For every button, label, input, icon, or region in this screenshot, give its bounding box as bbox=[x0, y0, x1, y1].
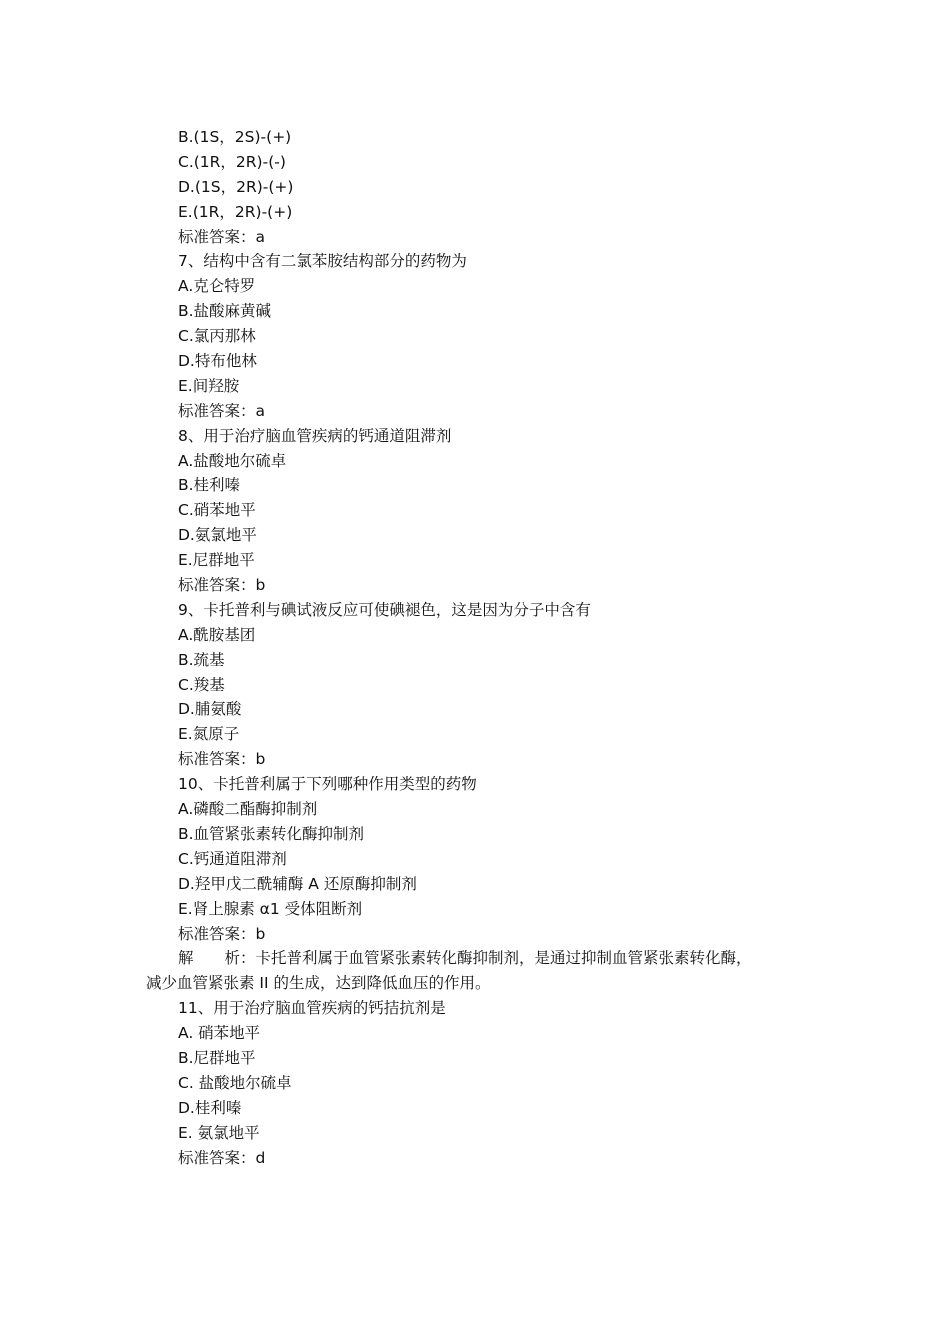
question-line: 10、卡托普利属于下列哪种作用类型的药物 bbox=[178, 775, 477, 794]
answer-line: 标准答案：b bbox=[178, 576, 266, 595]
option-line: D.特布他林 bbox=[178, 352, 257, 371]
question-line: 11、用于治疗脑血管疾病的钙拮抗剂是 bbox=[178, 999, 446, 1018]
option-line: E.(1R，2R)-(+) bbox=[178, 202, 293, 221]
option-line: E.肾上腺素 α1 受体阻断剂 bbox=[178, 899, 363, 918]
option-line: D.氨氯地平 bbox=[178, 526, 257, 545]
option-line: B.尼群地平 bbox=[178, 1048, 256, 1067]
document-content bbox=[146, 125, 806, 1170]
option-line: E. 氨氯地平 bbox=[178, 1123, 260, 1142]
option-line: C.硝苯地平 bbox=[178, 501, 256, 520]
option-line: B.(1S，2S)-(+) bbox=[178, 128, 292, 146]
option-line: A.酰胺基团 bbox=[178, 625, 256, 644]
answer-line: 标准答案：b bbox=[178, 750, 266, 769]
option-line: A.盐酸地尔硫卓 bbox=[178, 451, 287, 470]
option-line: D.桂利嗪 bbox=[178, 1098, 242, 1117]
option-line: B.桂利嗪 bbox=[178, 476, 241, 495]
explanation-paragraph bbox=[146, 946, 806, 996]
option-line: C.羧基 bbox=[178, 675, 225, 694]
answer-line: 标准答案：b bbox=[178, 924, 266, 943]
option-line: E.氮原子 bbox=[178, 725, 240, 744]
option-line: A. 硝苯地平 bbox=[178, 1024, 261, 1043]
option-line: B.巯基 bbox=[178, 650, 225, 669]
option-line: B.血管紧张素转化酶抑制剂 bbox=[178, 824, 365, 843]
option-line: C.钙通道阻滞剂 bbox=[178, 849, 287, 868]
option-line: D.(1S，2R)-(+) bbox=[178, 177, 294, 196]
option-line: C.氯丙那林 bbox=[178, 327, 256, 346]
option-line: C. 盐酸地尔硫卓 bbox=[178, 1073, 292, 1092]
question-line: 7、结构中含有二氯苯胺结构部分的药物为 bbox=[178, 252, 467, 271]
option-line: E.间羟胺 bbox=[178, 376, 240, 395]
answer-line: 标准答案：d bbox=[178, 1148, 266, 1167]
question-line: 8、用于治疗脑血管疾病的钙通道阻滞剂 bbox=[178, 426, 452, 445]
question-line: 9、卡托普利与碘试液反应可使碘褪色，这是因为分子中含有 bbox=[178, 600, 591, 619]
option-line: D.脯氨酸 bbox=[178, 700, 242, 719]
option-line: A.磷酸二酯酶抑制剂 bbox=[178, 800, 318, 819]
explanation-line-2: 减少血管紧张素 II 的生成，达到降低血压的作用。 bbox=[146, 974, 491, 993]
option-line: A.克仑特罗 bbox=[178, 277, 256, 296]
answer-line: 标准答案：a bbox=[178, 401, 265, 420]
answer-line: 标准答案：a bbox=[178, 227, 265, 246]
option-line: E.尼群地平 bbox=[178, 551, 255, 570]
option-line: B.盐酸麻黄碱 bbox=[178, 302, 272, 321]
explanation-line-1: 解 析：卡托普利属于血管紧张素转化酶抑制剂，是通过抑制血管紧张素转化酶， bbox=[178, 949, 752, 968]
option-line: C.(1R，2R)-(-) bbox=[178, 152, 286, 171]
option-line: D.羟甲戊二酰辅酶 A 还原酶抑制剂 bbox=[178, 874, 417, 893]
